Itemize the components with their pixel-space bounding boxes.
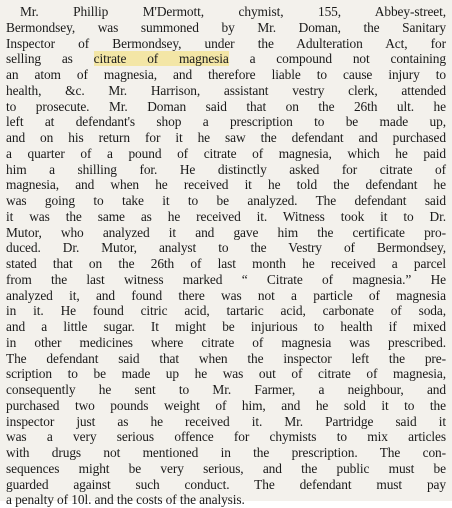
article-line: and on his return for it he saw the defendant and purchased xyxy=(6,130,446,145)
article-line: in other medicines where citrate of magnesia was prescribed. xyxy=(6,334,446,350)
article-line: guarded against such conduct. The defendant must pay xyxy=(6,476,446,492)
article-line: it was the same as he received it. Witness took it to Dr. xyxy=(6,208,446,224)
article-line: with drugs not mentioned in the prescription. The con- xyxy=(6,445,446,460)
article-line: Bermondsey, was summoned by Mr. Doman, the Sanitary xyxy=(6,19,446,35)
article-line: Mr. Phillip M'Dermott, chymist, 155, Abbey-street, xyxy=(20,4,446,19)
article-line: stated that on the 26th of last month he received a parcel xyxy=(6,256,446,271)
article-line: sequences might be very serious, and the public must be xyxy=(6,460,446,476)
article-line: from the last witness marked “ Citrate of magnesia.” He xyxy=(6,271,446,287)
article-line: to prosecute. Mr. Doman said that on the 26th ult. he xyxy=(6,98,446,114)
article-line: him a shilling for. He distinctly asked for citrate of xyxy=(6,161,446,177)
article-line: purchased two pounds weight of him, and he sold it to the xyxy=(6,397,446,413)
article-line: a quarter of a pound of citrate of magnesia, which he paid xyxy=(6,145,446,161)
article-text xyxy=(6,4,446,508)
article-line: in it. He found citric acid, tartaric acid, carbonate of soda, xyxy=(6,303,446,319)
article-line: analyzed it, and found there was not a particle of magnesia xyxy=(6,287,446,303)
article-line-part: selling as xyxy=(6,51,94,67)
article-line: and a little sugar. It might be injurious to health if mixed xyxy=(6,319,446,334)
search-term-highlight: citrate of magnesia xyxy=(93,51,229,67)
article-line: was going to take it to be analyzed. The defendant said xyxy=(6,193,446,208)
article-line: left at defendant's shop a prescription to be made up, xyxy=(6,114,446,130)
article-line: was a very serious offence for chymists to mix articles xyxy=(6,429,446,445)
article-line: inspector just as he received it. Mr. Partridge said it xyxy=(6,413,446,429)
article-line-part: a compound not containing xyxy=(228,51,446,67)
article-line: an atom of magnesia, and therefore liable to cause injury to xyxy=(6,67,446,82)
article-line-with-highlight xyxy=(6,51,446,67)
article-line: consequently he sent to Mr. Farmer, a neighbour, and xyxy=(6,382,446,397)
article-line: duced. Dr. Mutor, analyst to the Vestry of Bermondsey, xyxy=(6,240,446,256)
article-line: The defendant said that when the inspector left the pre- xyxy=(6,350,446,366)
article-line: scription to be made up he was out of citrate of magnesia, xyxy=(6,366,446,382)
article-line: a penalty of 10l. and the costs of the analysis. xyxy=(6,492,245,508)
article-line: Mutor, who analyzed it and gave him the certificate pro- xyxy=(6,224,446,240)
article-line: health, &c. Mr. Harrison, assistant vestry clerk, attended xyxy=(6,82,446,98)
article-line: magnesia, and when he received it he told the defendant he xyxy=(6,177,446,193)
article-line: Inspector of Bermondsey, under the Adulteration Act, for xyxy=(6,35,446,51)
